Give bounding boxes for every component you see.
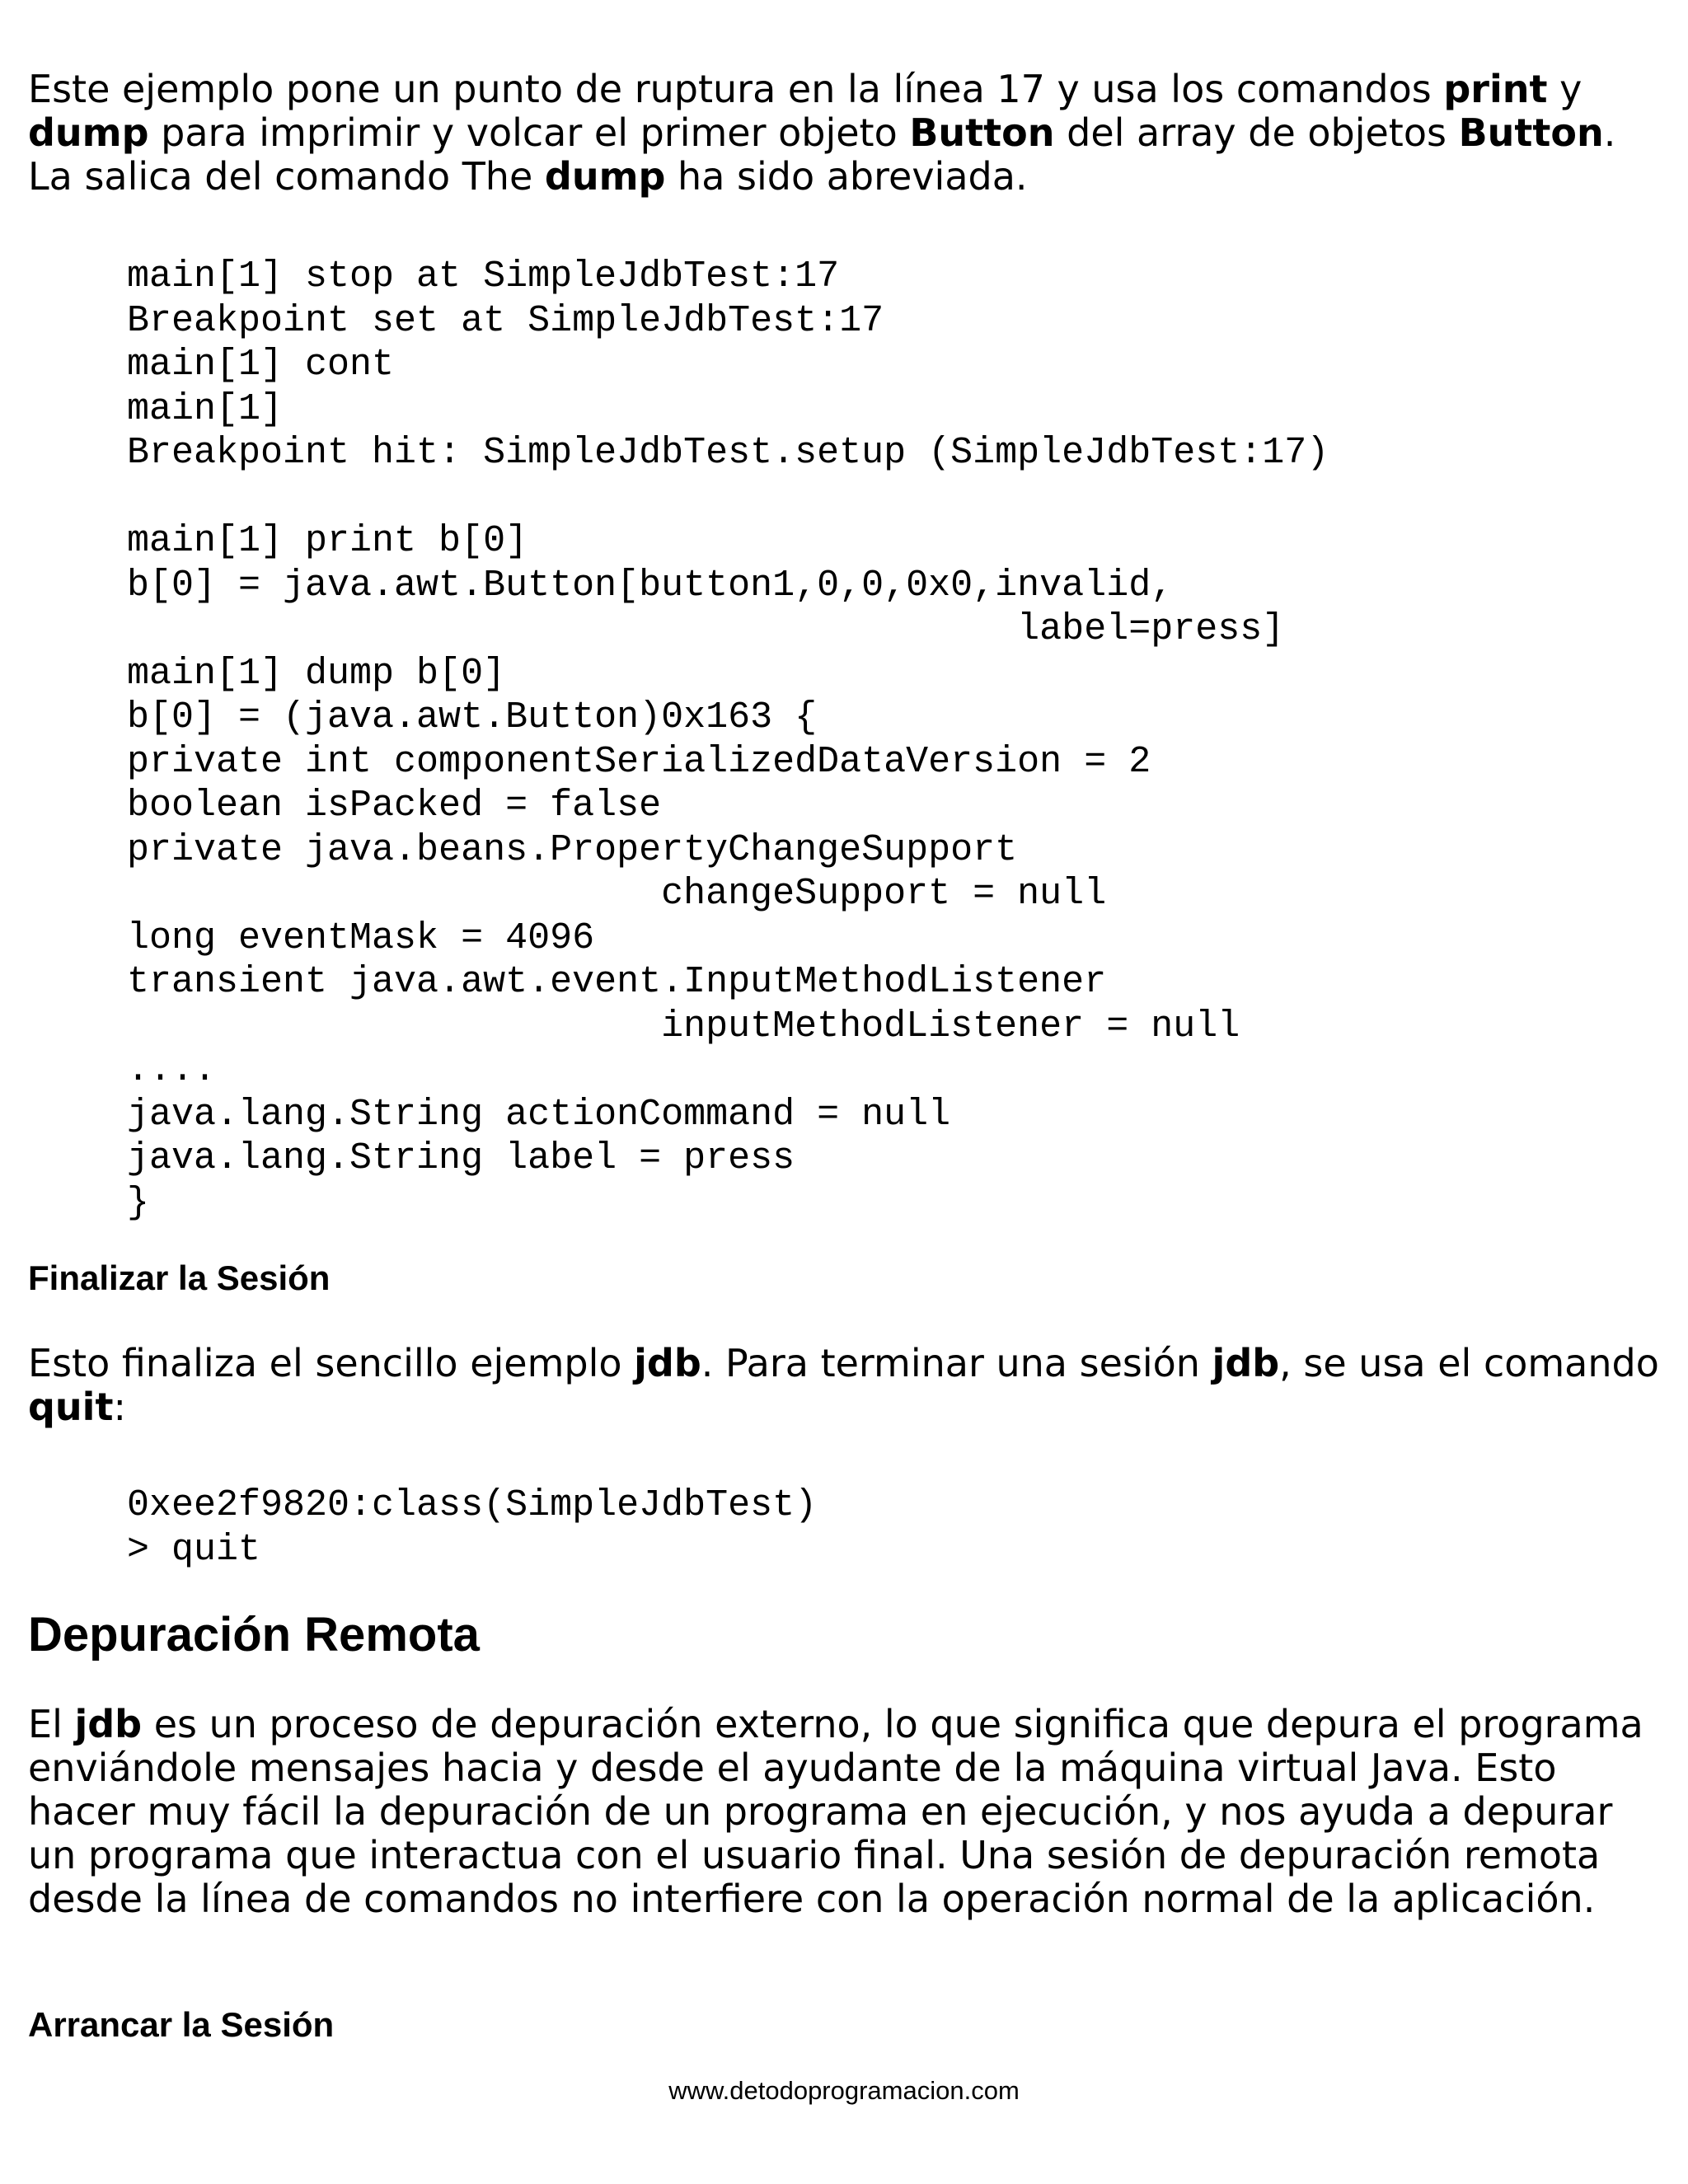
text-run: Este ejemplo pone un punto de ruptura en la línea 17 y usa los comandos xyxy=(28,67,1444,111)
code-block-quit: 0xee2f9820:class(SimpleJdbTest) > quit xyxy=(127,1484,818,1571)
text-run: , se usa el comando xyxy=(1279,1341,1659,1385)
bold-term: jdb xyxy=(74,1702,143,1746)
text-run: . La salica del comando The xyxy=(28,110,1616,199)
bold-term: Button xyxy=(1458,110,1604,155)
text-run: El xyxy=(28,1702,75,1746)
bold-term: jdb xyxy=(1212,1341,1280,1385)
text-run: Esto finaliza el sencillo ejemplo xyxy=(28,1341,635,1385)
end-session-paragraph xyxy=(28,1342,1668,1429)
heading-depuracion-remota: Depuración Remota xyxy=(28,1608,480,1661)
code-block-dump: main[1] stop at SimpleJdbTest:17 Breakpoint set at SimpleJdbTest:17 main[1] cont main[1] Breakpoint hit: SimpleJdbTest.setup (SimpleJdbTest:17) main[1] print b[0] b[0] = java.awt.Button[button1,0,0,0x0,invalid, label=press] main[1] dump b[0] b[0] = (java.awt.Button)0x163 { private int componentSerializedDataVersion = 2 boolean isPacked = false private java.beans.PropertyChangeSupport changeSupport = null long eventMask = 4096 transient java.awt.event.InputMethodListener inputMethodListener = null .... java.lang.String actionCommand = null java.lang.String label = press } xyxy=(127,255,1329,1224)
heading-finalizar-sesion: Finalizar la Sesión xyxy=(28,1258,331,1297)
text-run: . Para terminar una sesión xyxy=(701,1341,1212,1385)
remote-debug-paragraph xyxy=(28,1703,1668,1921)
bold-term: quit xyxy=(28,1385,114,1429)
bold-term: print xyxy=(1443,67,1548,111)
text-run: y xyxy=(1547,67,1582,111)
text-run: para imprimir y volcar el primer objeto xyxy=(148,110,910,155)
bold-term: dump xyxy=(544,154,666,199)
text-run: es un proceso de depuración externo, lo que significa que depura el programa enviándole mensajes hacia y desde el ayudante de la máquina virtual Java. Esto hacer muy fácil la depuración de un programa en ejecución, y nos ayuda a depurar un programa que interactua con el usuario final. Una sesión de depuración remota desde la línea de comandos no interfiere con la operación normal de la aplicación. xyxy=(28,1702,1643,1921)
heading-arrancar-sesion: Arrancar la Sesión xyxy=(28,2005,335,2044)
text-run: del array de objetos xyxy=(1054,110,1459,155)
text-run: ha sido abreviada. xyxy=(665,154,1028,199)
bold-term: jdb xyxy=(634,1341,701,1385)
bold-term: Button xyxy=(909,110,1055,155)
bold-term: dump xyxy=(28,110,149,155)
intro-paragraph xyxy=(28,68,1668,199)
text-run: : xyxy=(113,1385,126,1429)
footer-url: www.detodoprogramacion.com xyxy=(668,2076,1020,2105)
